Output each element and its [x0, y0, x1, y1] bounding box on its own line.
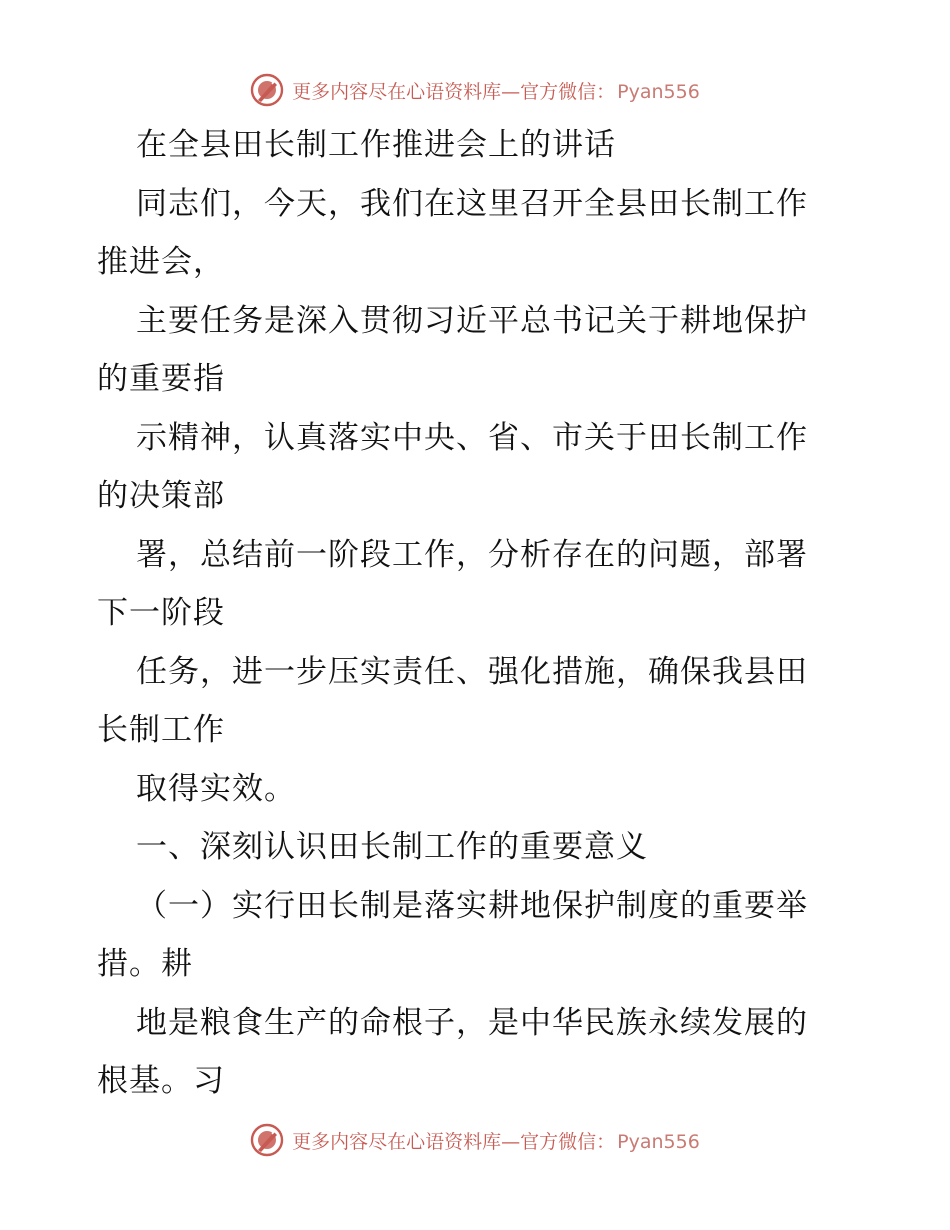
watermark-title: 更多内容尽在心语资料库—官方微信： [292, 80, 616, 103]
body-text-line: 长制工作 [97, 712, 225, 748]
body-text-line: （一）实行田长制是落实耕地保护制度的重要举 [136, 887, 808, 924]
body-text-line: 下一阶段 [97, 595, 225, 631]
watermark-handle: Pyan556 [617, 1130, 700, 1153]
body-text-line: 根基。习 [97, 1063, 225, 1099]
quill-logo-icon [250, 1123, 284, 1157]
body-text-line: 措。耕 [97, 946, 193, 982]
body-text-line: 一、深刻认识田长制工作的重要意义 [136, 829, 648, 865]
body-text-line: 主要任务是深入贯彻习近平总书记关于耕地保护 [136, 302, 808, 339]
body-text-line: 的重要指 [97, 361, 225, 397]
body-text-line: 署，总结前一阶段工作，分析存在的问题，部署 [136, 536, 808, 573]
body-text-line: 在全县田长制工作推进会上的讲话 [136, 127, 616, 163]
body-text-line: 的决策部 [97, 478, 225, 514]
body-text-line: 示精神，认真落实中央、省、市关于田长制工作 [136, 419, 808, 456]
body-text-line: 任务，进一步压实责任、强化措施，确保我县田 [136, 653, 808, 690]
footer-watermark [0, 1120, 950, 1160]
body-text-line: 地是粮食生产的命根子，是中华民族永续发展的 [136, 1004, 808, 1041]
header-watermark [0, 70, 950, 110]
watermark-handle: Pyan556 [617, 80, 700, 103]
quill-logo-icon [250, 73, 284, 107]
body-text-line: 取得实效。 [136, 770, 296, 807]
document-body [97, 116, 867, 1111]
watermark-title: 更多内容尽在心语资料库—官方微信： [292, 1130, 616, 1153]
body-text-line: 推进会， [97, 244, 225, 280]
body-text-line: 同志们，今天，我们在这里召开全县田长制工作 [136, 185, 808, 222]
